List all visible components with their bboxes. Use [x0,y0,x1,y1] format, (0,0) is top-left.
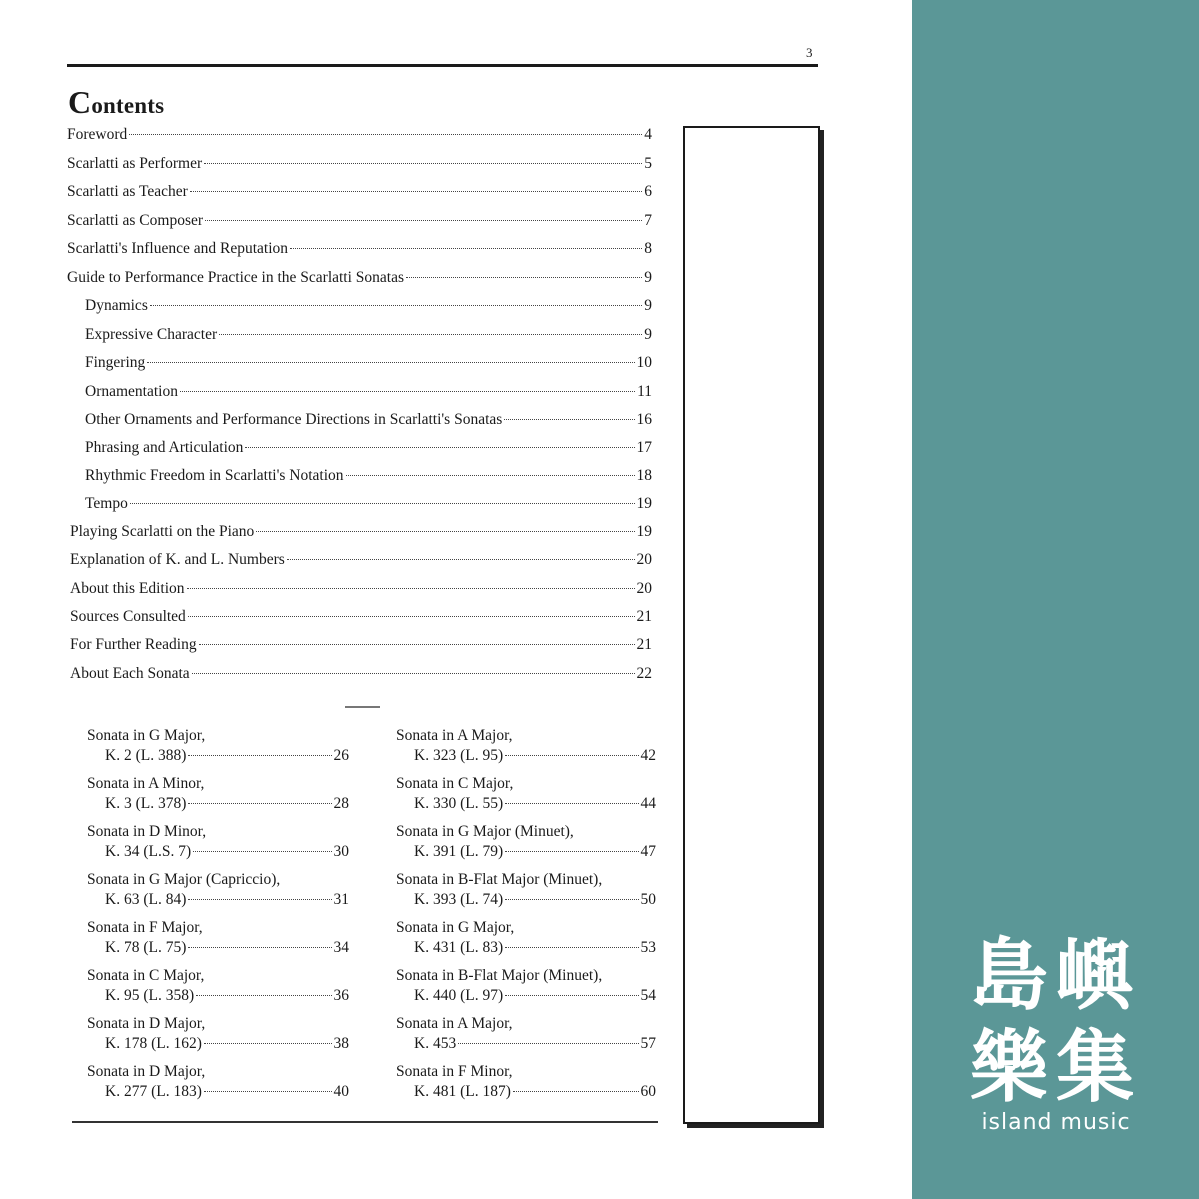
sonata-title: Sonata in B-Flat Major (Minuet), [396,871,603,888]
page-title [68,84,164,121]
sonata-catalog-line [87,1082,349,1102]
toc-entry-label: Other Ornaments and Performance Directions in Scarlatti's Sonatas [85,411,503,428]
toc-entry-label: Scarlatti as Composer [67,212,204,229]
sonata-catalog-line [87,938,349,958]
toc-entry-label: Foreword [67,126,128,143]
blank-frame [683,126,820,1124]
toc-entry [70,523,652,545]
sonata-entry [87,822,349,862]
sonata-catalog-line [87,890,349,910]
toc-leader-dots [199,644,635,645]
toc-entry-label: Tempo [85,495,128,512]
toc-entry-label: Dynamics [85,297,148,314]
sonata-catalog-number: K. 277 (L. 183) [105,1083,202,1100]
sonata-title: Sonata in G Major, [396,919,515,936]
sonata-catalog-number: K. 78 (L. 75) [105,939,187,956]
sonata-entry [396,966,656,1006]
sonata-catalog-line [396,938,656,958]
sonata-title: Sonata in A Major, [396,727,513,744]
sonata-catalog-number: K. 393 (L. 74) [414,891,504,908]
toc-entry-page: 5 [644,155,652,172]
sonata-catalog-line [87,746,349,766]
toc-entry-page: 11 [637,383,652,400]
sonata-catalog-number: K. 178 (L. 162) [105,1035,202,1052]
header-rule [67,64,818,67]
toc-entry-label: Scarlatti as Performer [67,155,203,172]
sonata-leader-dots [505,899,638,900]
toc-entry-page: 9 [644,326,652,343]
toc-entry [85,383,652,405]
sonata-catalog-number: K. 3 (L. 378) [105,795,187,812]
toc-entry [85,467,652,489]
toc-entry [70,608,652,630]
sonata-catalog-line [87,794,349,814]
toc-entry-page: 21 [636,608,652,625]
toc-entry [67,155,652,177]
sonata-catalog-number: K. 481 (L. 187) [414,1083,511,1100]
toc-leader-dots [192,673,635,674]
sonata-title: Sonata in D Minor, [87,823,207,840]
sonata-page: 50 [640,891,656,908]
sonata-catalog-line [87,842,349,862]
toc-entry [70,580,652,602]
toc-leader-dots [147,362,634,363]
toc-entry [67,183,652,205]
sonata-entry [396,1014,656,1054]
sonata-catalog-line [396,890,656,910]
sonata-page: 54 [640,987,656,1004]
sonata-catalog-number: K. 391 (L. 79) [414,843,504,860]
sonata-leader-dots [505,995,638,996]
toc-leader-dots [256,531,634,532]
sonata-catalog-line [87,1034,349,1054]
toc-entry-label: Expressive Character [85,326,218,343]
toc-leader-dots [180,391,635,392]
toc-entry [85,439,652,461]
sonata-page: 30 [333,843,349,860]
toc-entry [70,551,652,573]
toc-entry-page: 19 [636,495,652,512]
sonata-leader-dots [458,1043,638,1044]
sonata-catalog-line [396,842,656,862]
sonata-page: 36 [333,987,349,1004]
toc-entry-page: 16 [636,411,652,428]
toc-leader-dots [204,163,642,164]
toc-leader-dots [190,191,642,192]
sonata-leader-dots [513,1091,639,1092]
logo-english: island music [981,1110,1131,1135]
sonata-entry [396,1062,656,1102]
sonata-page: 34 [333,939,349,956]
toc-entry [85,411,652,433]
sonata-entry [396,726,656,766]
sonata-catalog-line [396,1082,656,1102]
sonata-leader-dots [188,899,331,900]
toc-entry [67,212,652,234]
toc-entry [85,354,652,376]
sonata-entry [396,822,656,862]
sonata-title: Sonata in C Major, [396,775,514,792]
toc-entry-label: Scarlatti as Teacher [67,183,188,200]
sonata-entry [396,918,656,958]
sonata-leader-dots [188,755,331,756]
toc-leader-dots [150,305,642,306]
sonata-title: Sonata in G Major (Minuet), [396,823,574,840]
sonata-catalog-number: K. 431 (L. 83) [414,939,504,956]
toc-leader-dots [245,447,634,448]
toc-leader-dots [219,334,642,335]
toc-entry-page: 18 [636,467,652,484]
sonata-catalog-number: K. 63 (L. 84) [105,891,187,908]
sonata-title: Sonata in A Major, [396,1015,513,1032]
toc-entry [70,665,652,687]
sonata-page: 44 [640,795,656,812]
toc-entry-page: 19 [636,523,652,540]
sonata-page: 38 [333,1035,349,1052]
toc-leader-dots [188,616,635,617]
sonata-page: 53 [640,939,656,956]
sonata-leader-dots [204,1091,332,1092]
toc-entry [67,269,652,291]
sonata-leader-dots [196,995,331,996]
sonata-entry [87,1062,349,1102]
toc-leader-dots [130,503,635,504]
toc-entry-label: Playing Scarlatti on the Piano [70,523,255,540]
sonata-leader-dots [505,755,638,756]
toc-entry-page: 17 [636,439,652,456]
toc-entry-page: 6 [644,183,652,200]
sonata-entry [396,774,656,814]
toc-leader-dots [287,559,635,560]
toc-entry-label: About Each Sonata [70,665,190,682]
title-initial: C [68,84,92,120]
sonata-catalog-line [396,794,656,814]
toc-entry [67,240,652,262]
toc-entry-label: Guide to Performance Practice in the Scarlatti Sonatas [67,269,405,286]
sonata-title: Sonata in F Major, [87,919,203,936]
sonata-catalog-line [396,1034,656,1054]
sonata-entry [87,918,349,958]
toc-entry-label: Ornamentation [85,383,178,400]
sonata-leader-dots [505,947,638,948]
sonata-page: 57 [640,1035,656,1052]
island-music-logo [966,930,1146,1135]
sonata-title: Sonata in D Major, [87,1015,206,1032]
sonata-leader-dots [188,803,331,804]
footer-rule [72,1121,658,1123]
toc-entry-page: 21 [636,636,652,653]
toc-entry-label: For Further Reading [70,636,197,653]
toc-entry-page: 8 [644,240,652,257]
toc-entry-label: Rhythmic Freedom in Scarlatti's Notation [85,467,344,484]
toc-leader-dots [205,220,642,221]
sonata-leader-dots [505,803,638,804]
sonata-catalog-line [87,986,349,1006]
sonata-entry [87,1014,349,1054]
toc-entry-page: 9 [644,269,652,286]
sonata-page: 28 [333,795,349,812]
sonata-page: 26 [333,747,349,764]
toc-entry-label: About this Edition [70,580,185,597]
sonata-title: Sonata in B-Flat Major (Minuet), [396,967,603,984]
toc-entry-page: 20 [636,580,652,597]
sonata-entry [87,966,349,1006]
sonata-page: 42 [640,747,656,764]
sonata-title: Sonata in G Major (Capriccio), [87,871,281,888]
sonata-entry [87,870,349,910]
toc-entry [70,636,652,658]
sonata-catalog-number: K. 95 (L. 358) [105,987,195,1004]
sonata-title: Sonata in G Major, [87,727,206,744]
toc-entry [85,326,652,348]
title-rest: ontents [91,93,165,118]
page-number: 3 [806,45,813,60]
sonata-catalog-line [396,746,656,766]
toc-entry-label: Sources Consulted [70,608,186,625]
toc-entry-page: 4 [644,126,652,143]
toc-entry-page: 22 [636,665,652,682]
sonata-page: 40 [333,1083,349,1100]
toc-entry-page: 9 [644,297,652,314]
toc-entry-label: Phrasing and Articulation [85,439,244,456]
sonata-leader-dots [188,947,331,948]
toc-entry-page: 20 [636,551,652,568]
sonata-leader-dots [193,851,331,852]
sonata-catalog-number: K. 34 (L.S. 7) [105,843,192,860]
toc-entry-label: Scarlatti's Influence and Reputation [67,240,289,257]
sonata-entry [87,726,349,766]
sonata-page: 31 [333,891,349,908]
sonata-catalog-number: K. 330 (L. 55) [414,795,504,812]
toc-entry [67,126,652,148]
toc-leader-dots [129,134,642,135]
sonata-catalog-number: K. 323 (L. 95) [414,747,504,764]
toc-entry-label: Explanation of K. and L. Numbers [70,551,285,568]
toc-entry-page: 10 [636,354,652,371]
toc-entry [85,495,652,517]
toc-leader-dots [290,248,642,249]
toc-leader-dots [406,277,642,278]
sonata-catalog-number: K. 453 [414,1035,457,1052]
toc-leader-dots [346,475,635,476]
sonata-catalog-line [396,986,656,1006]
section-divider [345,706,380,708]
sonata-page: 60 [640,1083,656,1100]
sonata-leader-dots [204,1043,332,1044]
sonata-title: Sonata in D Major, [87,1063,206,1080]
logo-cjk-line1: 島嶼 [969,931,1142,1021]
sonata-catalog-number: K. 2 (L. 388) [105,747,187,764]
logo-cjk-line2: 樂集 [969,1023,1142,1113]
sonata-leader-dots [505,851,638,852]
sonata-title: Sonata in A Minor, [87,775,205,792]
sonata-catalog-number: K. 440 (L. 97) [414,987,504,1004]
sonata-entry [396,870,656,910]
sonata-title: Sonata in C Major, [87,967,205,984]
toc-entry-page: 7 [644,212,652,229]
toc-leader-dots [504,419,634,420]
sonata-entry [87,774,349,814]
sonata-title: Sonata in F Minor, [396,1063,513,1080]
toc-entry-label: Fingering [85,354,146,371]
toc-leader-dots [187,588,635,589]
toc-entry [85,297,652,319]
sonata-page: 47 [640,843,656,860]
